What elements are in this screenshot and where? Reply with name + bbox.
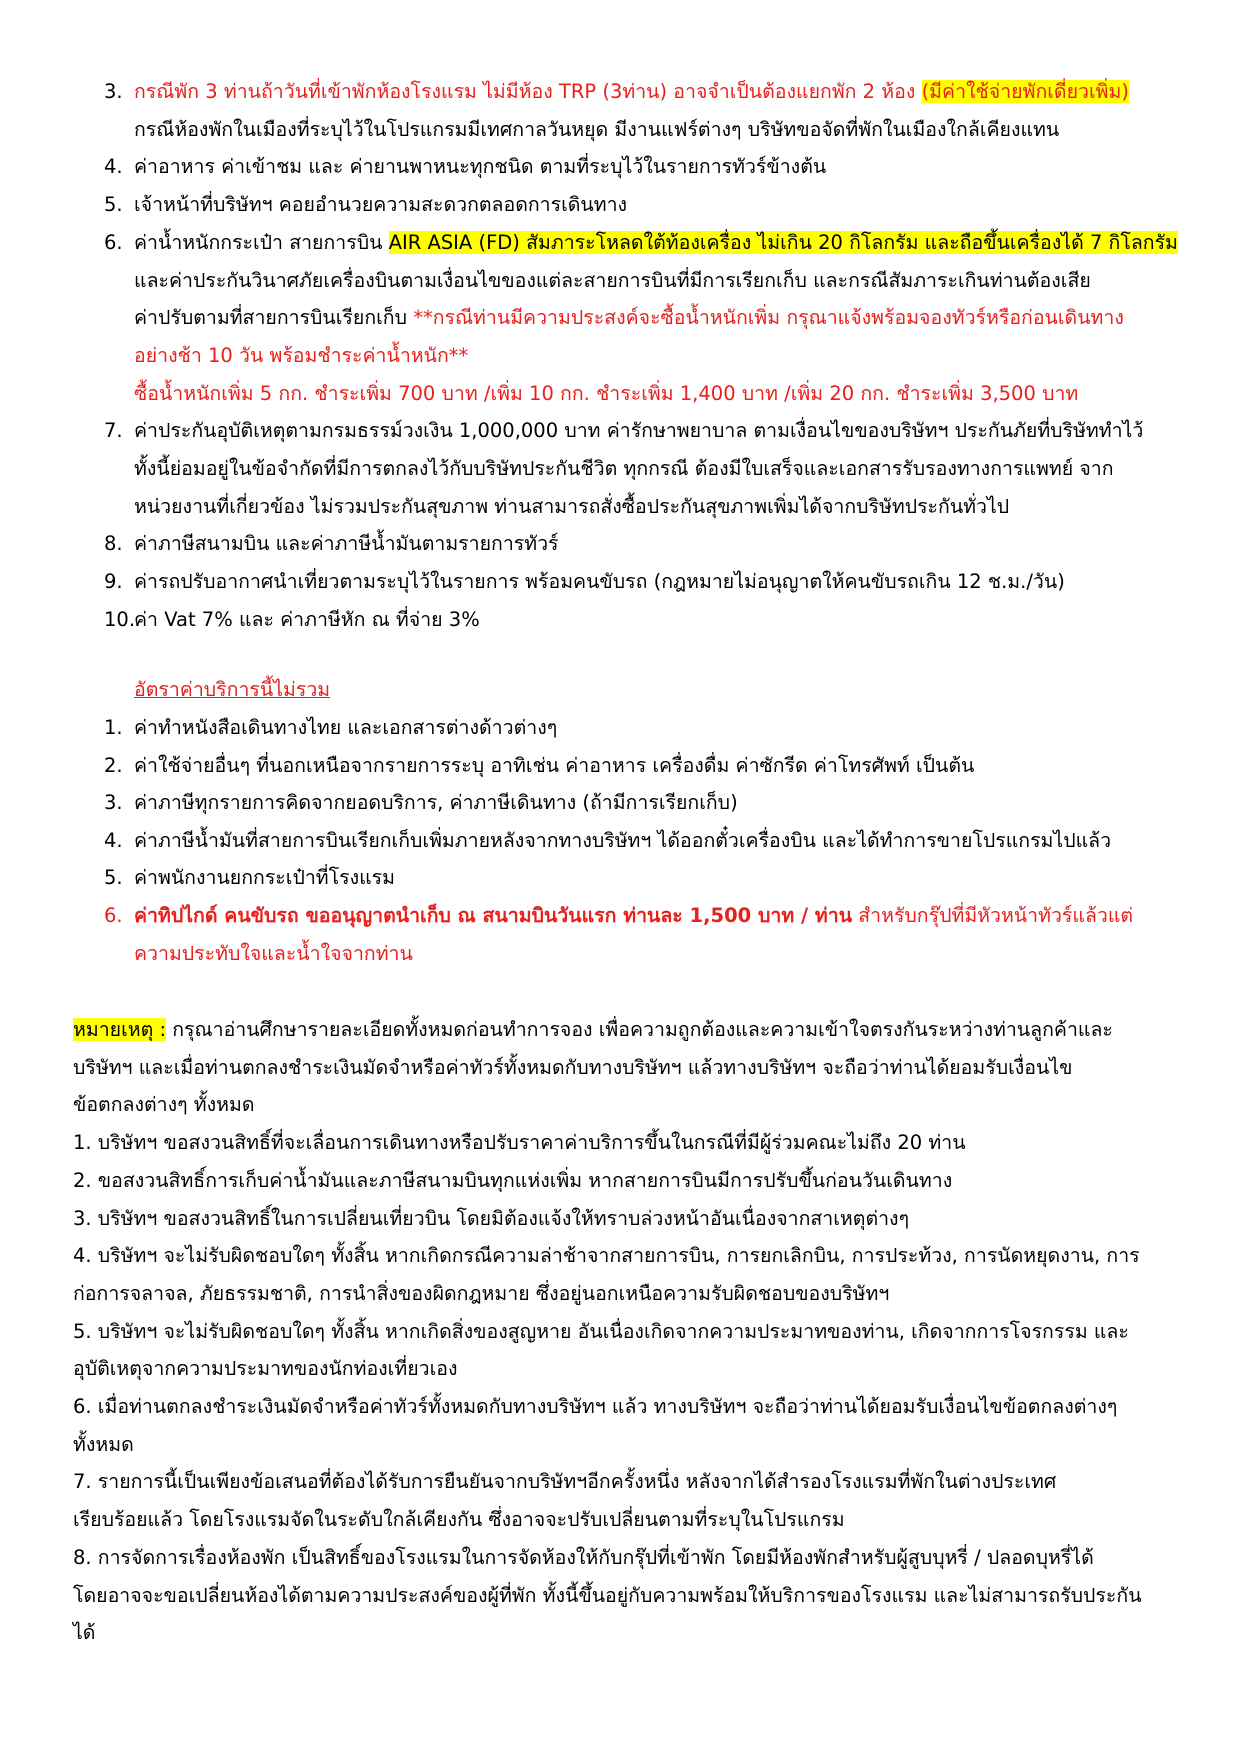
remarks-line xyxy=(73,1505,845,1535)
remarks-line xyxy=(73,1166,952,1196)
remarks-line xyxy=(73,1543,1094,1573)
included-item-number: 6. xyxy=(104,230,123,254)
included-item-line xyxy=(134,77,1129,107)
included-item-line xyxy=(134,454,1114,484)
remarks-line xyxy=(73,1581,1142,1611)
included-item-line xyxy=(134,567,1065,597)
included-item-line xyxy=(134,115,1059,145)
remarks-line xyxy=(73,1430,134,1460)
excluded-item-number: 2. xyxy=(104,753,123,777)
excluded-item-line xyxy=(134,751,974,781)
text-segment: หน่วยงานที่เกี่ยวข้อง ไม่รวมประกันสุขภาพ ท่านสามารถสั่งซื้อประกันสุขภาพเพิ่มได้จากบริษัทประกันทั่วไป xyxy=(134,494,1010,518)
text-segment: ค่าน้ำหนักกระเป๋า สายการบิน xyxy=(134,230,389,254)
remarks-line xyxy=(73,1090,255,1120)
excluded-item-line xyxy=(134,939,413,969)
text-segment: ทั้งหมด xyxy=(73,1432,134,1456)
included-item-line xyxy=(134,228,1178,258)
included-item-line xyxy=(134,605,480,635)
included-item-line xyxy=(134,341,468,371)
text-segment: ค่าทำหนังสือเดินทางไทย และเอกสารต่างด้าวต่างๆ xyxy=(134,716,558,739)
text-segment: ซื้อน้ำหนักเพิ่ม 5 กก. ชำระเพิ่ม 700 บาท /เพิ่ม 10 กก. ชำระเพิ่ม 1,400 บาท /เพิ่ม 20 กก. ชำระเพิ่ม 3,500 บาท xyxy=(134,381,1079,405)
included-item-line xyxy=(134,152,826,182)
included-item-number: 3. xyxy=(104,80,123,103)
text-segment: ค่าภาษีน้ำมันที่สายการบินเรียกเก็บเพิ่มภายหลังจากทางบริษัทฯ ได้ออกตั๋วเครื่องบิน และได้ทำการขายโปรแกรมไปแล้ว xyxy=(134,828,1112,852)
text-segment: และค่าประกันวินาศภัยเครื่องบินตามเงื่อนไขของแต่ละสายการบินที่มีการเรียกเก็บ และกรณีสัมภาระเกินท่านต้องเสีย xyxy=(134,268,1091,292)
text-segment: กรณีพัก 3 ท่านถ้าวันที่เข้าพักห้องโรงแรม ไม่มีห้อง TRP (3ท่าน) อาจจำเป็นต้องแยกพัก 2 ห้อง xyxy=(134,80,922,103)
included-item-line xyxy=(134,190,627,220)
text-segment: ความประทับใจและน้ำใจจากท่าน xyxy=(134,941,413,965)
text-segment: ค่า Vat 7% และ ค่าภาษีหัก ณ ที่จ่าย 3% xyxy=(134,607,480,631)
excluded-item-line xyxy=(134,901,1133,931)
text-segment: ค่าประกันอุบัติเหตุตามกรมธรรม์วงเงิน 1,000,000 บาท ค่ารักษาพยาบาล ตามเงื่อนไขของบริษัทฯ ประกันภัยที่บริษัททำไว้ xyxy=(134,419,1144,443)
included-item-line xyxy=(134,416,1143,446)
text-segment: **กรณีท่านมีความประสงค์จะซื้อน้ำหนักเพิ่ม กรุณาแจ้งพร้อมจองทัวร์หรือก่อนเดินทาง xyxy=(413,306,1124,330)
text-segment: อุบัติเหตุจากความประมาทของนักท่องเที่ยวเอง xyxy=(73,1357,458,1381)
text-segment: เรียบร้อยแล้ว โดยโรงแรมจัดในระดับใกล้เคียงกัน ซึ่งอาจจะปรับเปลี่ยนตามที่ระบุในโปรแกรม xyxy=(73,1508,845,1532)
remarks-line xyxy=(73,1204,909,1234)
text-segment: ค่าพนักงานยกกระเป๋าที่โรงแรม xyxy=(134,866,395,890)
excluded-services-heading: อัตราค่าบริการนี้ไม่รวม xyxy=(134,678,331,701)
excluded-item-number: 5. xyxy=(104,866,123,890)
remarks-line xyxy=(73,1317,1129,1347)
remarks-line xyxy=(73,1618,95,1648)
text-segment: ค่าอาหาร ค่าเข้าชม และ ค่ายานพาหนะทุกชนิด ตามที่ระบุไว้ในรายการทัวร์ข้างต้น xyxy=(134,155,827,179)
included-item-number: 9. xyxy=(104,570,123,594)
text-segment: ก่อการจลาจล, ภัยธรรมชาติ, การนำสิ่งของผิดกฎหมาย ซึ่งอยู่นอกเหนือความรับผิดชอบของบริษัทฯ xyxy=(73,1281,890,1305)
included-item-number: 7. xyxy=(104,419,123,443)
included-item-line xyxy=(134,529,559,559)
included-item-line xyxy=(134,492,1009,522)
included-item-line xyxy=(134,379,1078,409)
text-segment: ข้อตกลงต่างๆ ทั้งหมด xyxy=(73,1093,255,1117)
included-item-number: 8. xyxy=(104,532,123,556)
text-segment: ค่าภาษีทุกรายการคิดจากยอดบริการ, ค่าภาษีเดินทาง (ถ้ามีการเรียกเก็บ) xyxy=(134,791,738,815)
text-segment: ทั้งนี้ย่อมอยู่ในข้อจำกัดที่มีการตกลงไว้กับบริษัทประกันชีวิต ทุกกรณี ต้องมีใบเสร็จและเอกสารรับรองทางการแพทย์ จาก xyxy=(134,457,1114,480)
text-segment: ค่าใช้จ่ายอื่นๆ ที่นอกเหนือจากรายการระบุ อาทิเช่น ค่าอาหาร เครื่องดื่ม ค่าซักรีด ค่าโทรศัพท์ เป็นต้น xyxy=(134,753,975,777)
remarks-line xyxy=(73,1015,1113,1045)
included-item-number: 10. xyxy=(104,607,136,631)
text-segment: หมายเหตุ : xyxy=(73,1018,167,1041)
excluded-item-number: 3. xyxy=(104,791,123,815)
text-segment: กรณีห้องพักในเมืองที่ระบุไว้ในโปรแกรมมีเทศกาลวันหยุด มีงานแฟร์ต่างๆ บริษัทขอจัดที่พักในเมืองใกล้เคียงแทน xyxy=(134,117,1060,141)
text-segment: โดยอาจจะขอเปลี่ยนห้องได้ตามความประสงค์ของผู้ที่พัก ทั้งนี้ขึ้นอยู่กับความพร้อมให้บริการของโรงแรม และไม่สามารถรับประกัน xyxy=(73,1583,1142,1607)
included-item-number: 4. xyxy=(104,155,123,179)
excluded-item-number: 6. xyxy=(104,904,123,927)
excluded-item-line xyxy=(134,863,395,893)
excluded-item-number: 4. xyxy=(104,828,123,852)
included-item-line xyxy=(134,266,1091,296)
excluded-item-line xyxy=(134,826,1111,856)
text-segment: 3. บริษัทฯ ขอสงวนสิทธิ์ในการเปลี่ยนเที่ยวบิน โดยมิต้องแจ้งให้ทราบล่วงหน้าอันเนื่องจากสาเหตุต่างๆ xyxy=(73,1206,910,1230)
text-segment: AIR ASIA (FD) สัมภาระโหลดใต้ท้องเครื่อง ไม่เกิน 20 กิโลกรัม และถือขึ้นเครื่องได้ 7 กิโลกรัม xyxy=(388,230,1178,254)
excluded-item-line xyxy=(134,713,557,743)
text-segment: 7. รายการนี้เป็นเพียงข้อเสนอที่ต้องได้รับการยืนยันจากบริษัทฯอีกครั้งหนึ่ง หลังจากได้สำรองโรงแรมที่พักในต่างประเทศ xyxy=(73,1470,1057,1494)
remarks-line xyxy=(73,1241,1140,1271)
remarks-line xyxy=(73,1354,457,1384)
included-item-number: 5. xyxy=(104,193,123,217)
text-segment: ค่าทิปไกด์ คนขับรถ ขออนุญาตนำเก็บ ณ สนามบินวันแรก ท่านละ 1,500 บาท / ท่าน xyxy=(134,904,853,927)
text-segment: ค่ารถปรับอากาศนำเที่ยวตามระบุไว้ในรายการ พร้อมคนขับรถ (กฎหมายไม่อนุญาตให้คนขับรถเกิน 12 ช.ม./วัน) xyxy=(134,570,1065,594)
text-segment: 6. เมื่อท่านตกลงชำระเงินมัดจำหรือค่าทัวร์ทั้งหมดกับทางบริษัทฯ แล้ว ทางบริษัทฯ จะถือว่าท่านได้ยอมรับเงื่อนไขข้อตกลงต่างๆ xyxy=(73,1395,1118,1418)
text-segment: 5. บริษัทฯ จะไม่รับผิดชอบใดๆ ทั้งสิ้น หากเกิดสิ่งของสูญหาย อันเนื่องเกิดจากความประมาทของท่าน, เกิดจากการโจรกรรม และ xyxy=(73,1319,1129,1343)
text-segment: 1. บริษัทฯ ขอสงวนสิทธิ์ที่จะเลื่อนการเดินทางหรือปรับราคาค่าบริการขึ้นในกรณีที่มีผู้ร่วมคณะไม่ถึง 20 ท่าน xyxy=(73,1131,966,1155)
text-segment: 4. บริษัทฯ จะไม่รับผิดชอบใดๆ ทั้งสิ้น หากเกิดกรณีความล่าช้าจากสายการบิน, การยกเลิกบิน, การประท้วง, การนัดหยุดงาน, การ xyxy=(73,1244,1140,1268)
excluded-item-number: 1. xyxy=(104,716,123,739)
text-segment: 8. การจัดการเรื่องห้องพัก เป็นสิทธิ์ของโรงแรมในการจัดห้องให้กับกรุ๊ปที่เข้าพัก โดยมีห้องพักสำหรับผู้สูบบุหรี่ / ปลอดบุหรี่ได้ xyxy=(73,1545,1094,1569)
text-segment: 2. ขอสงวนสิทธิ์การเก็บค่าน้ำมันและภาษีสนามบินทุกแห่งเพิ่ม หากสายการบินมีการปรับขึ้นก่อนวันเดินทาง xyxy=(73,1168,953,1192)
remarks-line xyxy=(73,1128,966,1158)
text-segment: บริษัทฯ และเมื่อท่านตกลงชำระเงินมัดจำหรือค่าทัวร์ทั้งหมดกับทางบริษัทฯ แล้วทางบริษัทฯ จะถือว่าท่านได้ยอมรับเงื่อนไข xyxy=(73,1055,1073,1079)
text-segment: ได้ xyxy=(73,1621,96,1645)
text-segment: เจ้าหน้าที่บริษัทฯ คอยอำนวยความสะดวกตลอดการเดินทาง xyxy=(134,193,628,217)
text-segment: อย่างช้า 10 วัน พร้อมชำระค่าน้ำหนัก** xyxy=(134,343,469,367)
remarks-line xyxy=(73,1053,1072,1083)
text-segment: (มีค่าใช้จ่ายพักเดี่ยวเพิ่ม) xyxy=(921,80,1129,103)
remarks-line xyxy=(73,1467,1056,1497)
text-segment: ค่าภาษีสนามบิน และค่าภาษีน้ำมันตามรายการทัวร์ xyxy=(134,532,559,556)
excluded-item-line xyxy=(134,788,738,818)
remarks-line xyxy=(73,1279,889,1309)
text-segment: สำหรับกรุ๊ปที่มีหัวหน้าทัวร์แล้วแต่ xyxy=(852,904,1134,927)
text-segment: กรุณาอ่านศึกษารายละเอียดทั้งหมดก่อนทำการจอง เพื่อความถูกต้องและความเข้าใจตรงกันระหว่างท่านลูกค้าและ xyxy=(166,1018,1113,1041)
included-item-line xyxy=(134,303,1124,333)
text-segment: ค่าปรับตามที่สายการบินเรียกเก็บ xyxy=(134,306,414,330)
remarks-line xyxy=(73,1392,1117,1422)
